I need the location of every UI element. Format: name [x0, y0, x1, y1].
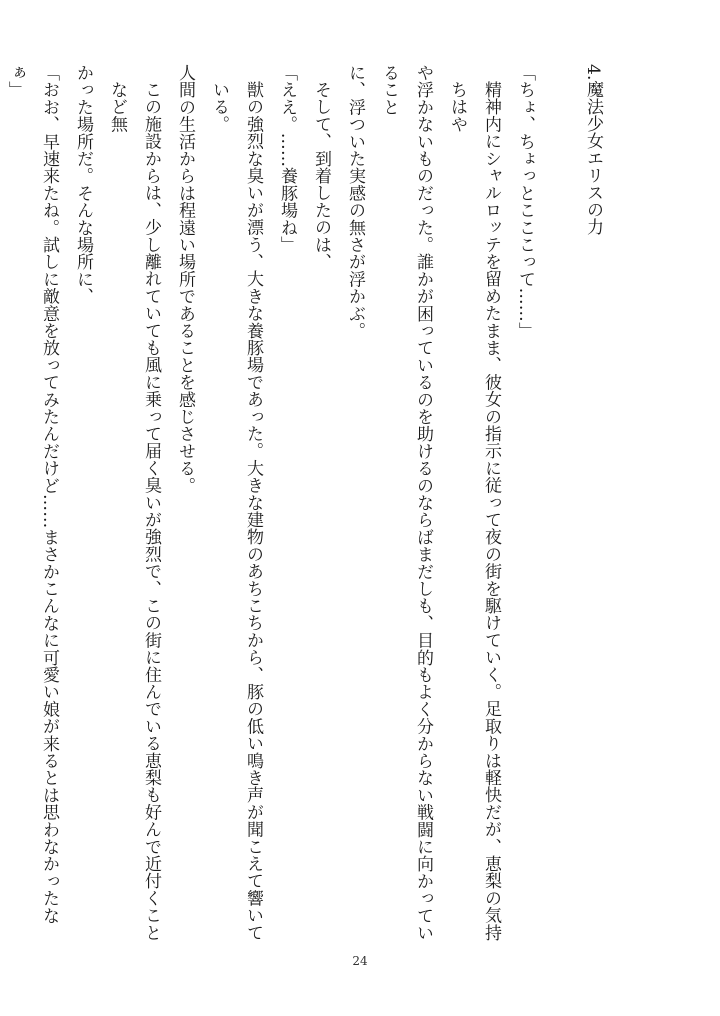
paragraph-line: かった場所だ。そんな場所に、: [73, 64, 93, 305]
paragraph-line: この施設からは、少し離れていても風に乗って届く臭いが強烈で、この街に住んでいる恵梨も好んで近付くことなど無: [107, 81, 161, 941]
dialogue-line: 「ちょ、ちょっとこここって……」: [515, 64, 535, 340]
vertical-body-text: [5, 64, 610, 944]
chapter-title: 4.魔法少女エリスの力: [583, 64, 603, 236]
paragraph-line: 精神内にシャルロッテを留めたまま、彼女の指示に従って夜の街を駆けていく。足取りは軽快だが、恵梨の気持ちはや: [447, 81, 501, 941]
dialogue-line: 「おお、早速来たね。試しに敵意を放ってみたんだけど……まさかこんなに可愛い娘が来るとは思わなかったなぁ」: [5, 64, 59, 924]
paragraph-line: 人間の生活からは程遠い場所であることを感じさせる。: [175, 64, 195, 494]
dialogue-line: 「ええ。……養豚場ね」: [277, 64, 297, 254]
paragraph-line: に、浮ついた実感の無さが浮かぶ。: [345, 64, 365, 340]
paragraph-line: そして、到着したのは、: [311, 81, 331, 271]
paragraph-line: や浮かないものだった。誰かが困っているのを助けるのならばまだしも、目的もよく分からない戦闘に向かっていること: [379, 64, 433, 942]
paragraph-line: 獣の強烈な臭いが漂う、大きな養豚場であった。大きな建物のあちこちから、豚の低い鳴き声が聞こえて響いている。: [209, 81, 263, 941]
page-number: 24: [352, 954, 368, 968]
blank-column: [542, 64, 576, 944]
